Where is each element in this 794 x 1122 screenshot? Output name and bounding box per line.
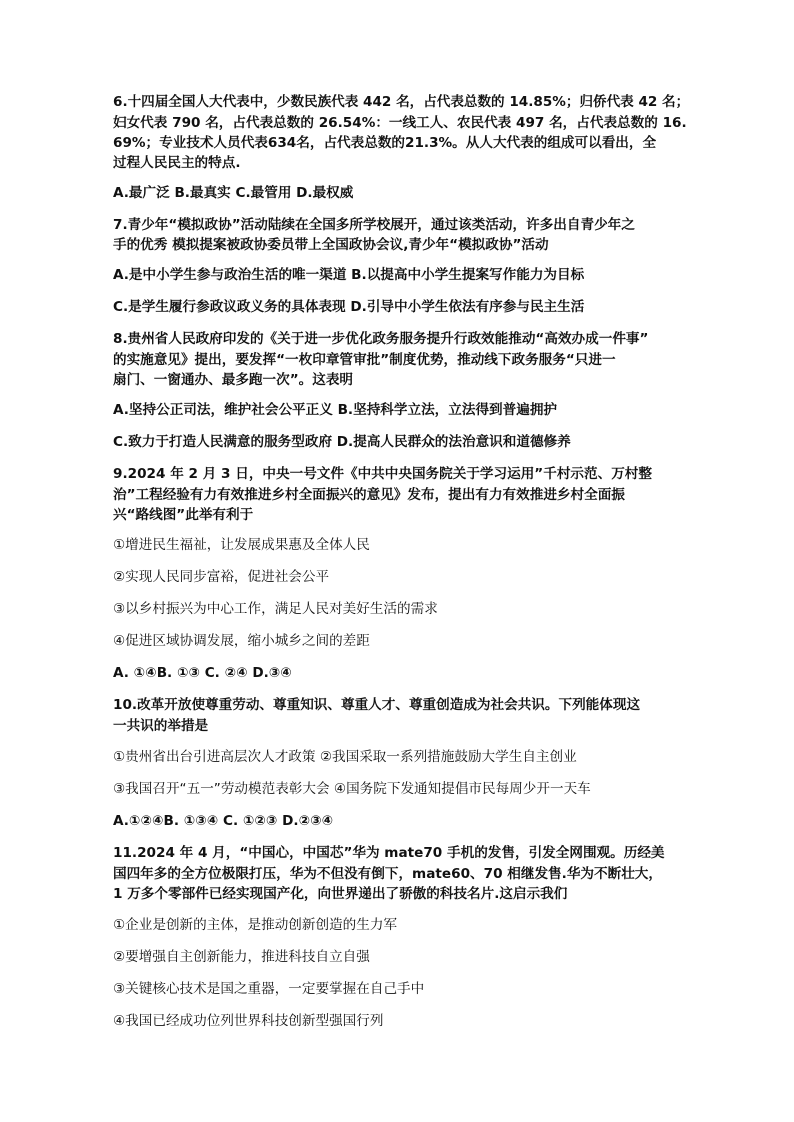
q7-stem-line-1: 7.青少年“模拟政协”活动陆续在全国多所学校展开，通过该类活动，许多出自青少年之	[113, 217, 635, 233]
q7-options-row-2: C.是学生履行参政议政义务的具体表现 D.引导中小学生依法有序参与民主生活	[113, 299, 585, 315]
q11-item-4: ④我国已经成功位列世界科技创新型强国行列	[113, 1013, 384, 1029]
q8-options-row-2: C.致力于打造人民满意的服务型政府 D.提高人民群众的法治意识和道德修养	[113, 434, 571, 450]
q8-stem-line-2: 的实施意见》提出，要发挥“一枚印章管审批”制度优势，推动线下政务服务“只进一	[113, 352, 616, 368]
q9-item-2: ②实现人民同步富裕，促进社会公平	[113, 569, 330, 585]
q7-stem-line-2: 手的优秀 模拟提案被政协委员带上全国政协会议,青少年“模拟政协”活动	[113, 237, 549, 253]
q10-options: A.①②④B. ①③④ C. ①②③ D.②③④	[113, 813, 334, 829]
q9-stem-line-3: 兴“路线图”此举有利于	[113, 507, 254, 523]
q8-stem-line-3: 扇门、一窗通办、最多跑一次”。这表明	[113, 372, 354, 388]
q6-stem-line-4: 过程人民民主的特点.	[113, 155, 241, 171]
q11-item-1: ①企业是创新的主体，是推动创新创造的生力军	[113, 917, 398, 933]
q9-item-1: ①增进民生福祉，让发展成果惠及全体人民	[113, 537, 370, 553]
q11-item-3: ③关键核心技术是国之重器，一定要掌握在自己手中	[113, 981, 425, 997]
q6-stem-line-2: 妇女代表 790 名，占代表总数的 26.54%：一线工人、农民代表 497 名，占代表总数的 16.	[113, 115, 687, 131]
q8-options-row-1: A.坚持公正司法，维护社会公平正义 B.坚持科学立法，立法得到普遍拥护	[113, 402, 558, 418]
q9-options: A. ①④B. ①③ C. ②④ D.③④	[113, 665, 292, 681]
q11-stem-line-3: 1 万多个零部件已经实现国产化，向世界递出了骄傲的科技名片.这启示我们	[113, 886, 568, 902]
q6-options: A.最广泛 B.最真实 C.最管用 D.最权威	[113, 185, 354, 201]
q6-stem-line-1: 6.十四届全国人大代表中，少数民族代表 442 名，占代表总数的 14.85%；归侨代表 42 名；	[113, 94, 690, 110]
q10-stem-line-2: 一共识的举措是	[113, 718, 209, 734]
q10-stem-line-1: 10.改革开放使尊重劳动、尊重知识、尊重人才、尊重创造成为社会共识。下列能体现这	[113, 697, 641, 713]
q11-stem-line-2: 国四年多的全方位极限打压，华为不但没有倒下，mate60、70 相继发售.华为不断壮大，	[113, 866, 662, 882]
q9-item-4: ④促进区域协调发展，缩小城乡之间的差距	[113, 633, 370, 649]
q6-stem-line-3: 69%；专业技术人员代表634名，占代表总数的21.3%。从人大代表的组成可以看出，全	[113, 135, 657, 151]
q9-stem-line-1: 9.2024 年 2 月 3 日，中央一号文件《中共中央国务院关于学习运用”千村示范、万村整	[113, 466, 652, 482]
q8-stem-line-1: 8.贵州省人民政府印发的《关于进一步优化政务服务提升行政效能推动“高效办成一件事”	[113, 331, 649, 347]
q7-options-row-1: A.是中小学生参与政治生活的唯一渠道 B.以提高中小学生提案写作能力为目标	[113, 267, 585, 283]
q11-item-2: ②要增强自主创新能力，推进科技自立自强	[113, 949, 370, 965]
q9-item-3: ③以乡村振兴为中心工作，满足人民对美好生活的需求	[113, 601, 438, 617]
q11-stem-line-1: 11.2024 年 4 月，“中国心，中国芯”华为 mate70 手机的发售，引发全网围观。历经美	[113, 845, 665, 861]
q10-items-row-2: ③我国召开“五一”劳动模范表彰大会 ④国务院下发通知提倡市民每周少开一天车	[113, 781, 591, 797]
q9-stem-line-2: 治”工程经验有力有效推进乡村全面振兴的意见》发布，提出有力有效推进乡村全面振	[113, 487, 625, 503]
q10-items-row-1: ①贵州省出台引进高层次人才政策 ②我国采取一系列措施鼓励大学生自主创业	[113, 749, 577, 765]
